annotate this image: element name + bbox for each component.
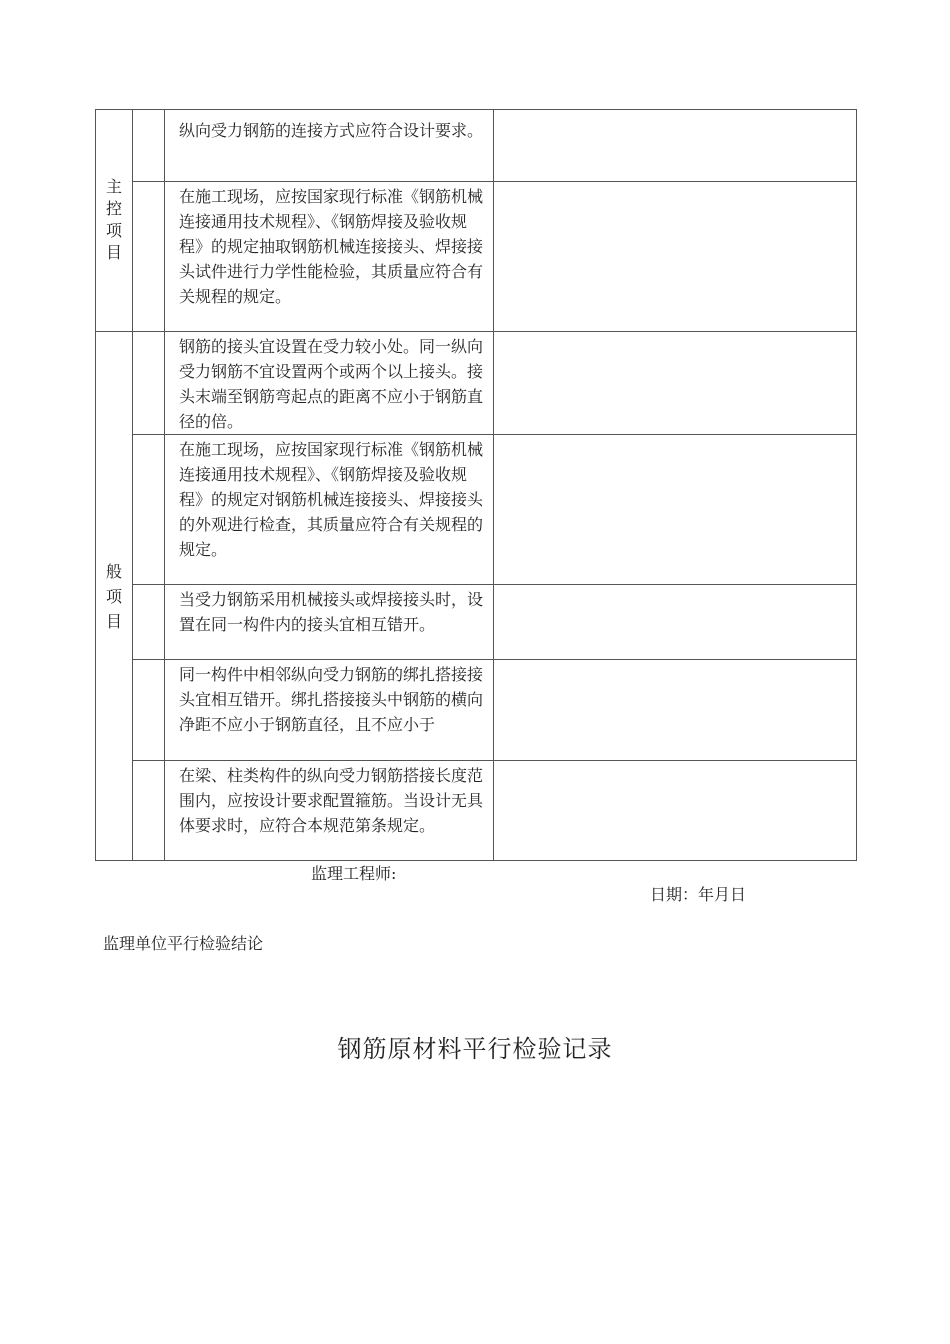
requirement-text: 在施工现场，应按国家现行标准《钢筋机械连接通用技术规程》、《钢筋焊接及验收规程》的规定抽取钢筋机械连接接头、焊接接头试件进行力学性能检验，其质量应符合有关规程的规定。 bbox=[179, 187, 484, 306]
result-cell bbox=[494, 110, 857, 182]
index-cell bbox=[133, 585, 165, 660]
requirement-text: 在施工现场，应按国家现行标准《钢筋机械连接通用技术规程》、《钢筋焊接及验收规程》的规定对钢筋机械连接接头、焊接接头的外观进行检查，其质量应符合有关规程的规定。 bbox=[179, 440, 484, 559]
requirement-cell bbox=[165, 761, 494, 861]
result-cell bbox=[494, 182, 857, 332]
requirement-text: 钢筋的接头宜设置在受力较小处。同一纵向受力钢筋不宜设置两个或两个以上接头。接头末端至钢筋弯起点的距离不应小于钢筋直径的倍。 bbox=[179, 337, 484, 431]
requirement-cell bbox=[165, 110, 494, 182]
table-row bbox=[96, 435, 857, 585]
table-row bbox=[96, 332, 857, 435]
requirement-text: 当受力钢筋采用机械接头或焊接接头时，设置在同一构件内的接头宜相互错开。 bbox=[179, 590, 484, 634]
requirement-cell bbox=[165, 332, 494, 435]
requirement-text: 纵向受力钢筋的连接方式应符合设计要求。 bbox=[179, 121, 484, 140]
date-label: 日期：年月日 bbox=[650, 885, 747, 904]
result-cell bbox=[494, 332, 857, 435]
general-category-cell bbox=[96, 332, 133, 861]
result-cell bbox=[494, 435, 857, 585]
index-cell bbox=[133, 435, 165, 585]
main-category-cell bbox=[96, 110, 133, 332]
general-category-label: 般项目 bbox=[105, 561, 122, 631]
requirement-cell bbox=[165, 182, 494, 332]
table-row bbox=[96, 761, 857, 861]
inspection-table bbox=[95, 109, 857, 861]
table-row bbox=[96, 585, 857, 660]
table-row bbox=[96, 182, 857, 332]
requirement-cell bbox=[165, 585, 494, 660]
table-row bbox=[96, 660, 857, 761]
index-cell bbox=[133, 761, 165, 861]
index-cell bbox=[133, 182, 165, 332]
requirement-text: 在梁、柱类构件的纵向受力钢筋搭接长度范围内，应按设计要求配置箍筋。当设计无具体要求时，应符合本规范第条规定。 bbox=[179, 766, 484, 835]
main-category-label: 主控项目 bbox=[105, 177, 122, 262]
requirement-cell bbox=[165, 660, 494, 761]
result-cell bbox=[494, 761, 857, 861]
requirement-text: 同一构件中相邻纵向受力钢筋的绑扎搭接接头宜相互错开。绑扎搭接接头中钢筋的横向净距不应小于钢筋直径，且不应小于 bbox=[179, 665, 484, 734]
page-title: 钢筋原材料平行检验记录 bbox=[337, 1035, 613, 1063]
index-cell bbox=[133, 110, 165, 182]
table-row bbox=[96, 110, 857, 182]
result-cell bbox=[494, 660, 857, 761]
index-cell bbox=[133, 660, 165, 761]
index-cell bbox=[133, 332, 165, 435]
requirement-cell bbox=[165, 435, 494, 585]
supervisor-signature-label: 监理工程师: bbox=[311, 864, 397, 883]
result-cell bbox=[494, 585, 857, 660]
conclusion-label: 监理单位平行检验结论 bbox=[103, 934, 264, 953]
